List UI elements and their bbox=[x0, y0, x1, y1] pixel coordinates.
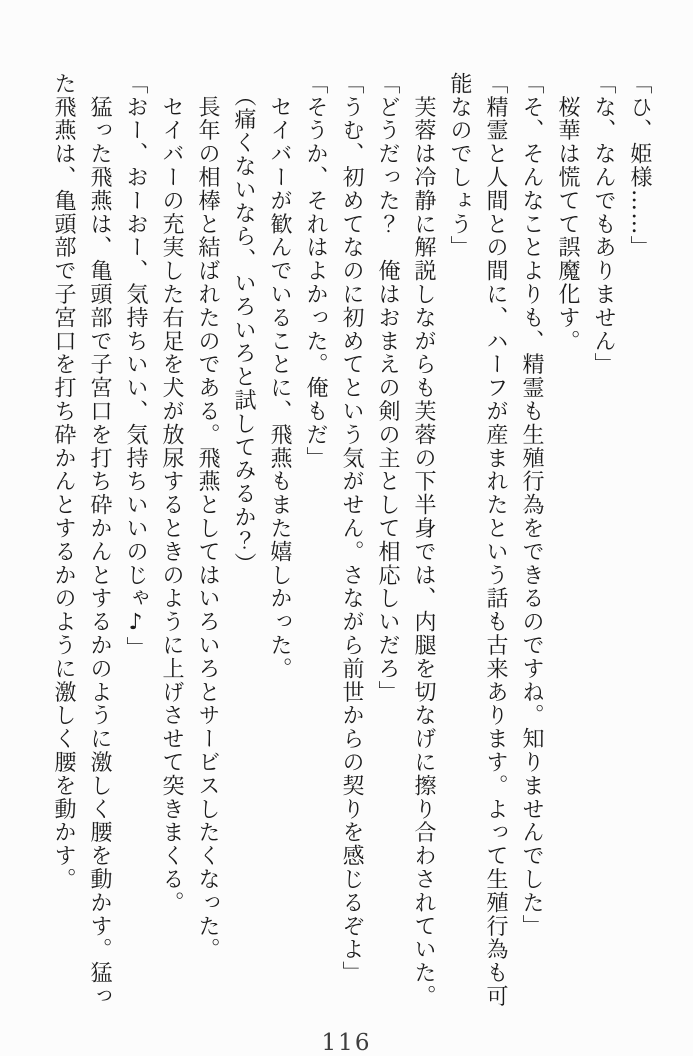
text-line: 「うむ、初めてなのに初めてという気がせん。さながら前世からの契りを感じるぞよ」 bbox=[339, 72, 364, 985]
text-line: セイバーの充実した右足を犬が放尿するときのように上げさせて突きまくる。 bbox=[159, 72, 184, 915]
text-line: 「そ、そんなことよりも、精霊も生殖行為をできるのですね。知りませんでした」 bbox=[519, 72, 544, 938]
text-line: た飛燕は、亀頭部で子宮口を打ち砕かんとするかのように激しく腰を動かす。 bbox=[51, 72, 76, 891]
text-line: 桜華は慌てて誤魔化す。 bbox=[555, 72, 580, 353]
text-line: 「ひ、姫様……」 bbox=[627, 72, 652, 260]
text-line: 能なのでしょう」 bbox=[447, 72, 472, 260]
text-line: 「どうだった？ 俺はおまえの剣の主として相応しいだろ」 bbox=[375, 72, 400, 704]
text-line: 「おー、おーおー、気持ちいい、気持ちいいのじゃ♪」 bbox=[123, 72, 148, 660]
text-line: セイバーが歓んでいることに、飛燕もまた嬉しかった。 bbox=[267, 72, 292, 681]
text-line: 「そうか、それはよかった。俺もだ」 bbox=[303, 72, 328, 470]
vertical-text-block bbox=[45, 72, 657, 1012]
text-line: 猛った飛燕は、亀頭部で子宮口を打ち砕かんとするかのように激しく腰を動かす。猛っ bbox=[87, 72, 112, 1008]
text-line: 「精霊と人間との間に、ハーフが産まれたという話も古来あります。よって生殖行為も可 bbox=[483, 72, 508, 1008]
text-line: 「な、なんでもありません」 bbox=[591, 72, 616, 377]
text-line: 長年の相棒と結ばれたのである。飛燕としてはいろいろとサービスしたくなった。 bbox=[195, 72, 220, 962]
text-line: 芙蓉は冷静に解説しながらも芙蓉の下半身では、内腿を切なげに擦り合わされていた。 bbox=[411, 72, 436, 1008]
page-number: 116 bbox=[321, 1030, 372, 1056]
text-line: （痛くないなら、いろいろと試してみるか？） bbox=[231, 72, 256, 576]
